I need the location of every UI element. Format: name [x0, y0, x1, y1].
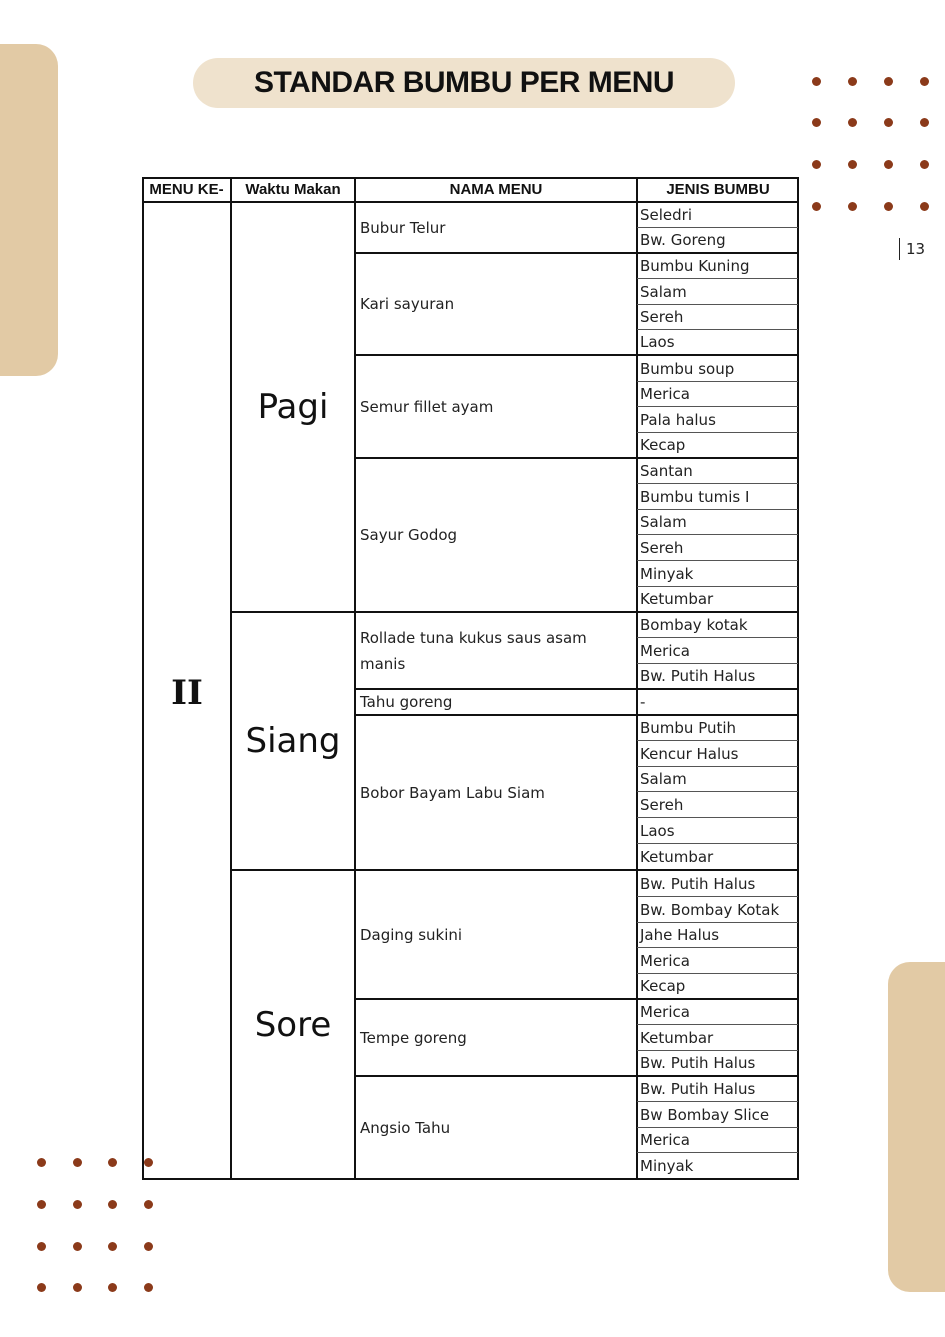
bumbu-cell: Bw. Putih Halus — [640, 667, 756, 685]
decor-dot — [108, 1200, 117, 1209]
decor-dot — [73, 1158, 82, 1167]
menu-name: Bobor Bayam Labu Siam — [360, 783, 545, 802]
bumbu-cell: Bw Bombay Slice — [640, 1105, 770, 1124]
bumbu-cell: Merica — [640, 1003, 690, 1021]
menu-name: Semur fillet ayam — [360, 397, 494, 416]
bumbu-cell: Merica — [640, 641, 690, 660]
bumbu-cell: Santan — [640, 462, 693, 480]
decor-dot — [884, 160, 893, 169]
header-jenis-bumbu: JENIS BUMBU — [666, 181, 770, 198]
menu-name: Angsio Tahu — [360, 1119, 451, 1137]
bumbu-cell: Ketumbar — [640, 847, 714, 866]
menu-name: Sayur Godog — [360, 526, 458, 544]
decor-dot — [108, 1283, 117, 1292]
page-number: 13 — [899, 238, 925, 260]
decor-dot — [848, 202, 857, 211]
menu-name: Rollade tuna kukus saus asam manis — [360, 628, 587, 673]
decor-dot — [884, 202, 893, 211]
decor-dot — [37, 1283, 46, 1292]
decor-dot — [812, 202, 821, 211]
decor-dot — [144, 1242, 153, 1251]
header-menu-ke: MENU KE- — [149, 181, 224, 198]
bumbu-cell: - — [640, 693, 646, 711]
decor-dot — [812, 118, 821, 127]
decor-dot — [37, 1158, 46, 1167]
bumbu-cell: Bumbu Putih — [640, 719, 737, 737]
decor-dot — [920, 160, 929, 169]
bumbu-cell: Sereh — [640, 308, 684, 326]
decor-dot — [144, 1200, 153, 1209]
bumbu-cell: Kecap — [640, 436, 686, 454]
waktu-siang: Siang — [245, 721, 341, 761]
decor-dot — [920, 118, 929, 127]
menu-ke-value: II — [171, 673, 203, 713]
bumbu-cell: Kecap — [640, 977, 686, 995]
page-title: STANDAR BUMBU PER MENU — [253, 66, 675, 99]
decor-dot — [812, 160, 821, 169]
bumbu-cell: Bumbu tumis I — [640, 487, 750, 506]
bumbu-cell: Laos — [640, 821, 675, 840]
left-decor-tab — [0, 44, 58, 376]
bumbu-cell: Minyak — [640, 1156, 694, 1175]
menu-name: Daging sukini — [360, 925, 463, 944]
decor-dot — [848, 77, 857, 86]
bumbu-cell: Bombay kotak — [640, 616, 748, 634]
bumbu-cell: Salam — [640, 282, 687, 301]
bumbu-cell: Bumbu soup — [640, 359, 735, 378]
bumbu-cell: Sereh — [640, 538, 684, 557]
bumbu-cell: Salam — [640, 770, 687, 788]
decor-dot — [848, 160, 857, 169]
bumbu-cell: Sereh — [640, 795, 684, 814]
waktu-sore: Sore — [254, 1004, 332, 1045]
menu-name: Kari sayuran — [360, 295, 455, 313]
decor-dot — [73, 1242, 82, 1251]
decor-dot — [884, 118, 893, 127]
decor-dot — [73, 1200, 82, 1209]
header-waktu-makan: Waktu Makan — [245, 181, 341, 198]
bumbu-cell: Ketumbar — [640, 590, 714, 608]
bumbu-cell: Merica — [640, 1131, 690, 1149]
header-nama-menu: NAMA MENU — [449, 181, 543, 198]
waktu-pagi: Pagi — [257, 387, 329, 427]
title-banner — [193, 58, 735, 108]
menu-name: Bubur Telur — [360, 218, 446, 237]
bumbu-cell: Jahe Halus — [640, 926, 720, 944]
right-decor-tab — [888, 962, 945, 1292]
decor-dot — [920, 202, 929, 211]
bumbu-cell: Bw. Bombay Kotak — [640, 900, 780, 919]
bumbu-cell: Merica — [640, 951, 690, 970]
bumbu-cell: Laos — [640, 333, 675, 351]
decor-dot — [812, 77, 821, 86]
bumbu-cell: Kencur Halus — [640, 744, 739, 763]
decor-dot — [884, 77, 893, 86]
bumbu-cell: Bw. Goreng — [640, 231, 726, 249]
decor-dot — [144, 1283, 153, 1292]
bumbu-cell: Seledri — [640, 206, 693, 224]
bumbu-cell: Bw. Putih Halus — [640, 1054, 756, 1072]
bumbu-cell: Salam — [640, 513, 687, 531]
bumbu-cell: Merica — [640, 385, 690, 403]
bumbu-cell: Bw. Putih Halus — [640, 874, 756, 893]
decor-dot — [73, 1283, 82, 1292]
bumbu-cell: Minyak — [640, 564, 694, 583]
decor-dot — [848, 118, 857, 127]
menu-name: Tahu goreng — [360, 693, 453, 711]
decor-dot — [37, 1200, 46, 1209]
bumbu-cell: Bumbu Kuning — [640, 257, 750, 275]
bumbu-cell: Ketumbar — [640, 1028, 714, 1047]
bumbu-cell: Bw. Putih Halus — [640, 1080, 756, 1098]
bumbu-cell: Pala halus — [640, 410, 716, 429]
decor-dot — [920, 77, 929, 86]
decor-dot — [37, 1242, 46, 1251]
decor-dot — [108, 1242, 117, 1251]
decor-dot — [108, 1158, 117, 1167]
menu-name: Tempe goreng — [360, 1028, 467, 1047]
